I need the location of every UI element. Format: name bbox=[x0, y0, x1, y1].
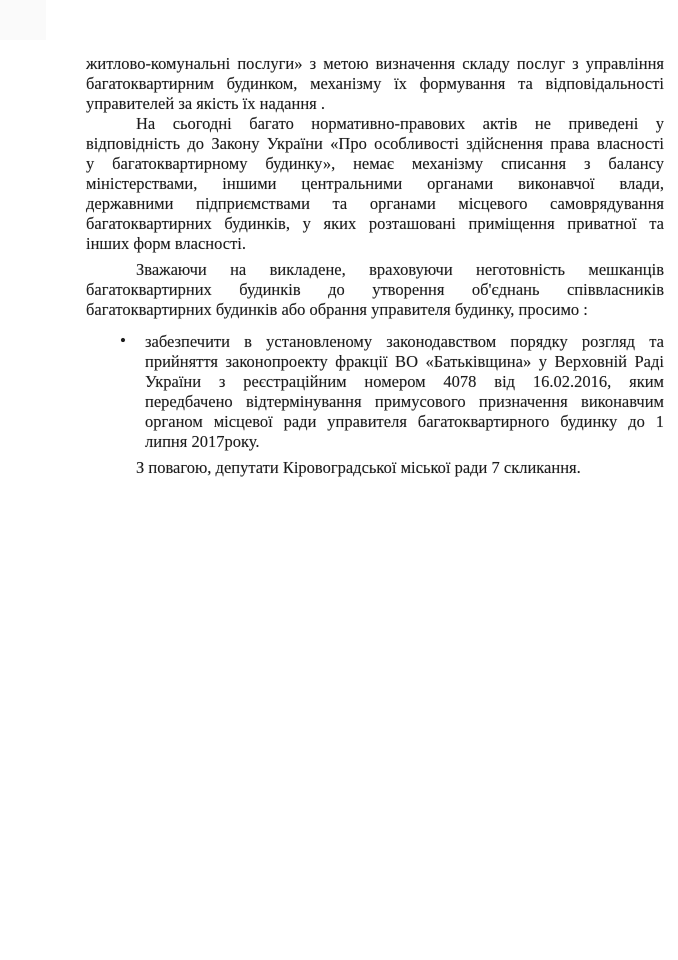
text-line: Зважаючи на викладене, враховуючи неготовність мешканців bbox=[136, 260, 664, 279]
text-line: органом місцевої ради управителя багатоквартирного будинку до 1 bbox=[145, 412, 664, 431]
bullet-item-draft-law bbox=[86, 332, 664, 452]
bullet-marker-icon: • bbox=[120, 331, 126, 350]
scan-shadow-artifact bbox=[0, 0, 46, 40]
paragraph-legislation-gap bbox=[86, 114, 664, 254]
text-line: міністерствами, іншими центральними органами виконавчої влади, bbox=[86, 174, 664, 193]
text-line: багатоквартирних будинків до утворення об'єднань співвласників bbox=[86, 280, 664, 299]
paragraph-request bbox=[86, 260, 664, 320]
paragraph-services-continuation bbox=[86, 54, 664, 114]
text-line: багатоквартирних будинків або обрання управителя будинку, просимо : bbox=[86, 300, 588, 319]
text-line: липня 2017року. bbox=[145, 432, 260, 451]
text-line: України з реєстраційним номером 4078 від 16.02.2016, яким bbox=[145, 372, 664, 391]
text-line: передбачено відтермінування примусового призначення виконавчим bbox=[145, 392, 664, 411]
text-line: відповідність до Закону України «Про особливості здійснення права власності bbox=[86, 134, 664, 153]
text-line: у багатоквартирному будинку», немає механізму списання з балансу bbox=[86, 154, 664, 173]
text-line: управителей за якість їх надання . bbox=[86, 94, 325, 113]
text-line: інших форм власності. bbox=[86, 234, 247, 253]
text-line: забезпечити в установленому законодавством порядку розгляд та bbox=[145, 332, 664, 351]
text-line: багатоквартирним будинком, механізму їх формування та відповідальності bbox=[86, 74, 664, 93]
signature-line: З повагою, депутати Кіровоградської міської ради 7 скликання. bbox=[136, 458, 581, 477]
text-line: житлово-комунальні послуги» з метою визначення складу послуг з управління bbox=[86, 54, 664, 73]
text-line: багатоквартирних будинків, у яких розташовані приміщення приватної та bbox=[86, 214, 664, 233]
text-line: прийняття законопроекту фракції ВО «Батьківщина» у Верховній Раді bbox=[145, 352, 664, 371]
text-line: державними підприємствами та органами місцевого самоврядування bbox=[86, 194, 664, 213]
document-content bbox=[86, 54, 664, 478]
text-line: На сьогодні багато нормативно-правових актів не приведені у bbox=[136, 114, 664, 133]
